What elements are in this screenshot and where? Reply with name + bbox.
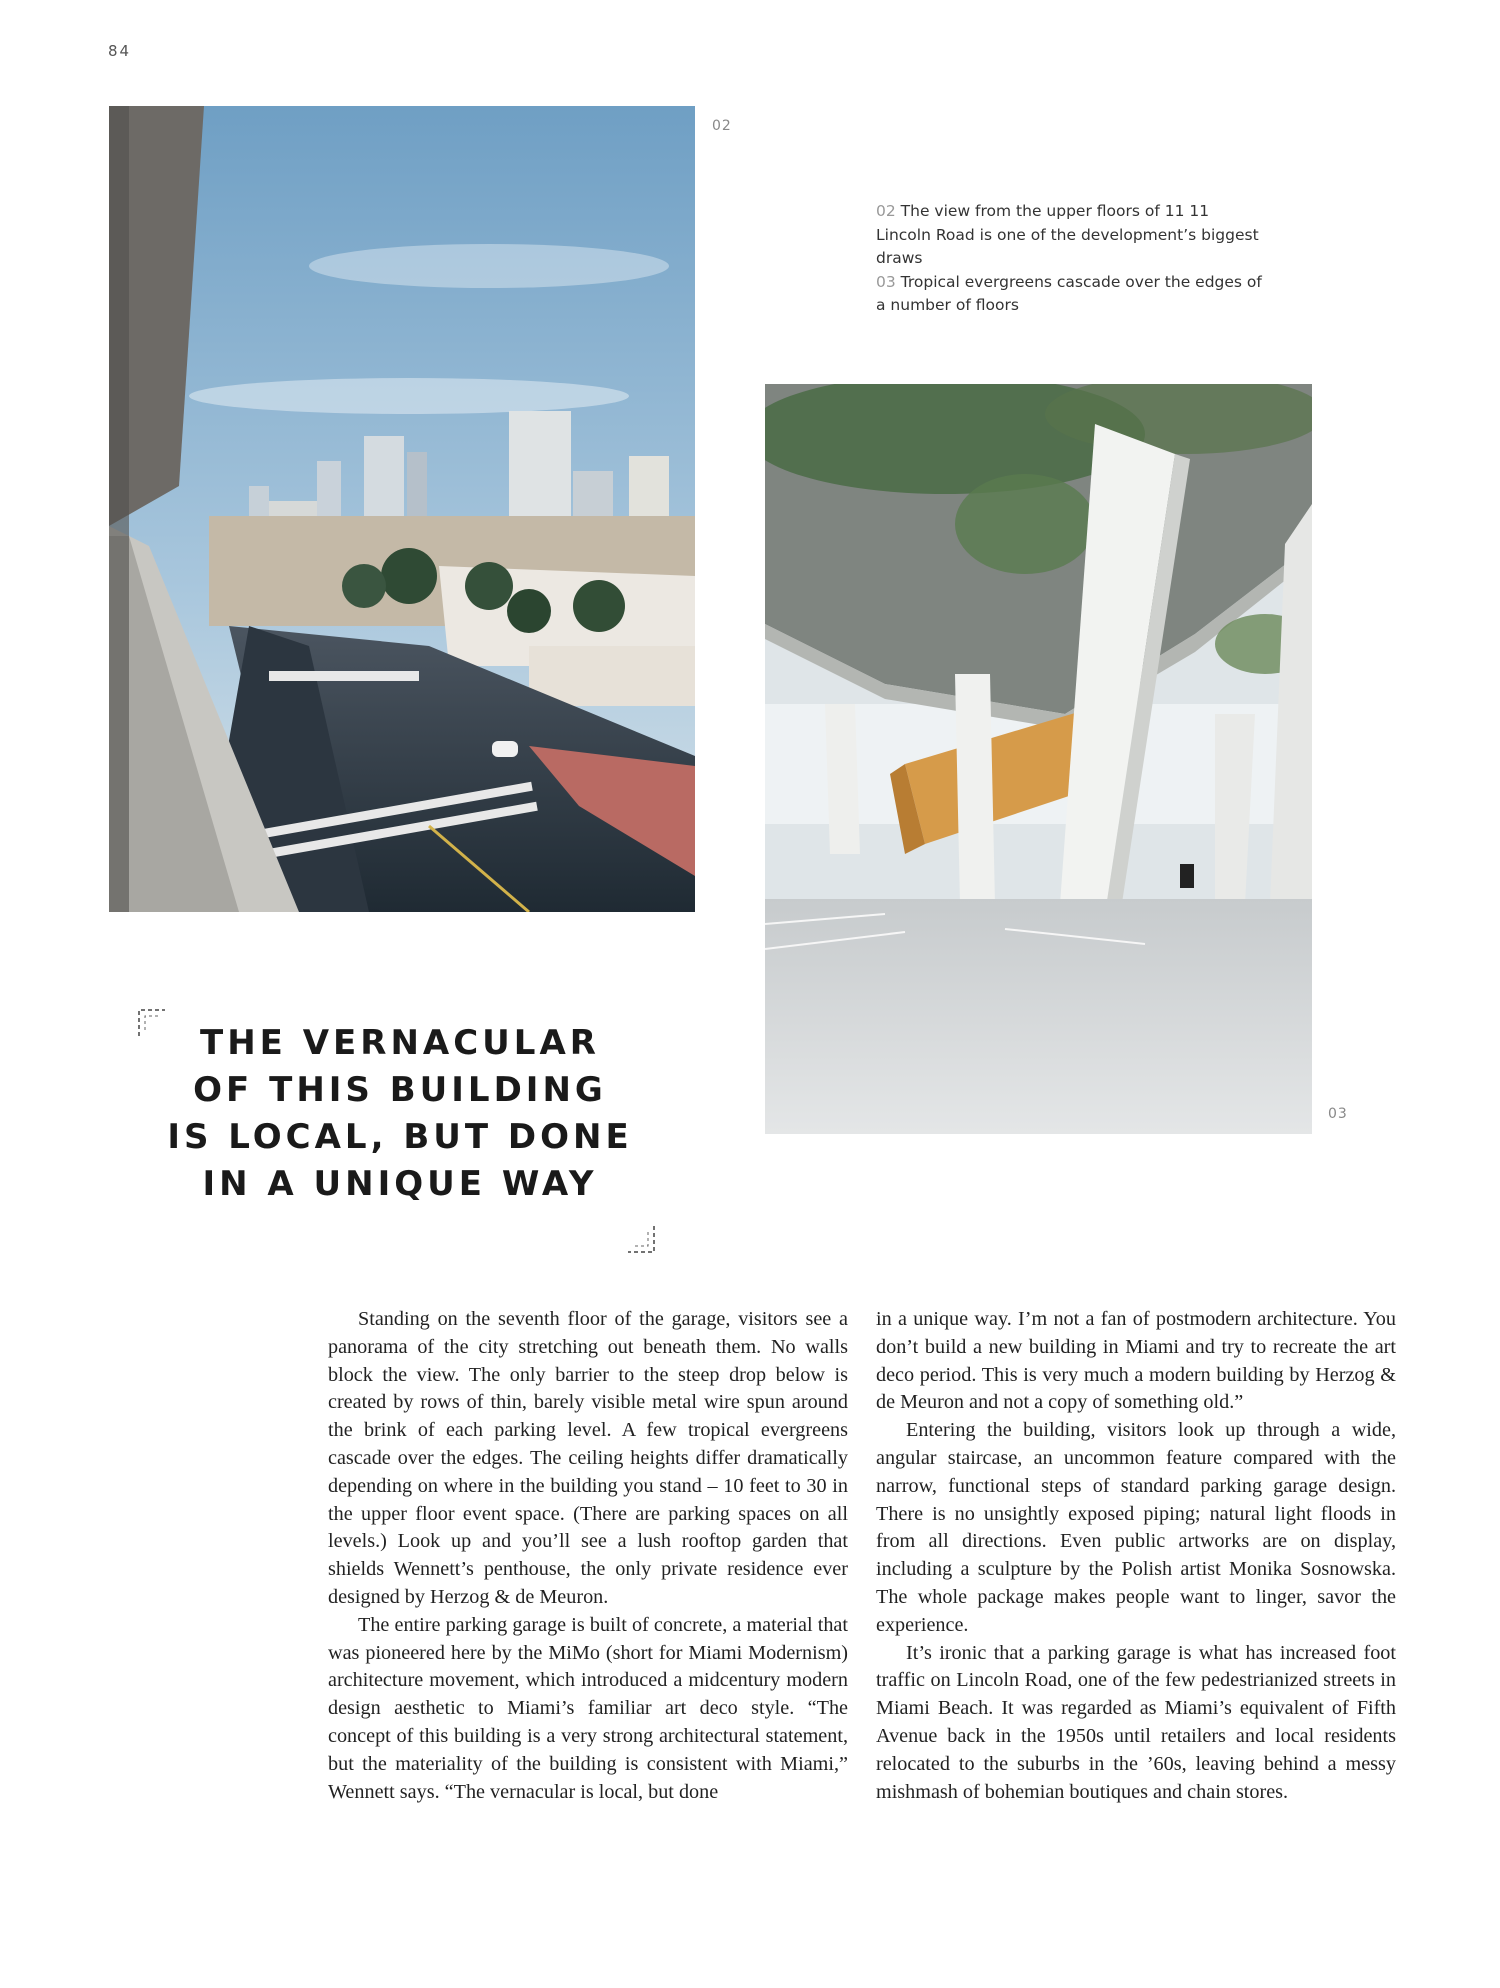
body-paragraph: Entering the building, visitors look up through a wide, angular staircase, an uncommon feature compared with the narrow, functional steps of standard parking garage design. There is no unsightly exposed piping; natural light floods in from all directions. Even public artworks are on display, including a sculpture by the Polish artist Monika Sosnowska. The whole package makes people want to linger, savor the experience. (876, 1419, 1396, 1636)
pull-quote-line: THE VERNACULAR (200, 1023, 600, 1063)
caption-item: 02 The view from the upper floors of 11 11 Lincoln Road is one of the development’s biggest draws (876, 202, 1259, 267)
body-paragraph: in a unique way. I’m not a fan of postmodern architecture. You don’t build a new building in Miami and try to recreate the art deco period. This is very much a modern building by Herzog & de Meuron and not a copy of something old.” (876, 1308, 1396, 1414)
pull-quote-line: IS LOCAL, BUT DONE (167, 1117, 633, 1157)
caption-item: 03 Tropical evergreens cascade over the edges of a number of floors (876, 272, 1262, 314)
pull-quote-line: OF THIS BUILDING (193, 1070, 607, 1110)
body-paragraph: Standing on the seventh floor of the garage, visitors see a panorama of the city stretching out beneath them. No walls block the view. The only barrier to the steep drop below is created by rows of thin, barely visible metal wire spun around the brink of each parking level. A few tropical evergreens cascade over the edges. The ceiling heights differ dramatically depending on where in the building you stand – 10 feet to 30 in the upper floor event space. (There are parking spaces on all levels.) Look up and you’ll see a lush rooftop garden that shields Wennett’s penthouse, the only private residence ever designed by Herzog & de Meuron. (328, 1308, 848, 1608)
street-view-photo (109, 106, 695, 912)
pull-quote-line: IN A UNIQUE WAY (202, 1164, 598, 1204)
photo-number-03: 03 (1328, 1106, 1348, 1122)
pull-quote (160, 1020, 640, 1208)
photo-caption (876, 200, 1266, 318)
body-column-right (876, 1306, 1396, 1806)
body-column-left (328, 1306, 848, 1806)
photo-number-02: 02 (712, 118, 732, 134)
quote-corner-mark-bottom-right (626, 1224, 656, 1259)
body-paragraph: It’s ironic that a parking garage is what has increased foot traffic on Lincoln Road, one of the few pedestrianized streets in Miami Beach. It was regarded as Miami’s equivalent of Fifth Avenue back in the 1950s until retailers and local residents relocated to the suburbs in the ’60s, leaving behind a messy mishmash of bohemian boutiques and chain stores. (876, 1641, 1396, 1803)
garage-interior-photo (765, 384, 1312, 1134)
body-paragraph: The entire parking garage is built of concrete, a material that was pioneered here by the MiMo (short for Miami Modernism) architecture movement, which introduced a midcentury modern design aesthetic to Miami’s familiar art deco style. “The concept of this building is a very strong architectural statement, but the materiality of the building is consistent with Miami,” Wennett says. “The vernacular is local, but done (328, 1613, 848, 1803)
page-number: 84 (108, 42, 132, 60)
